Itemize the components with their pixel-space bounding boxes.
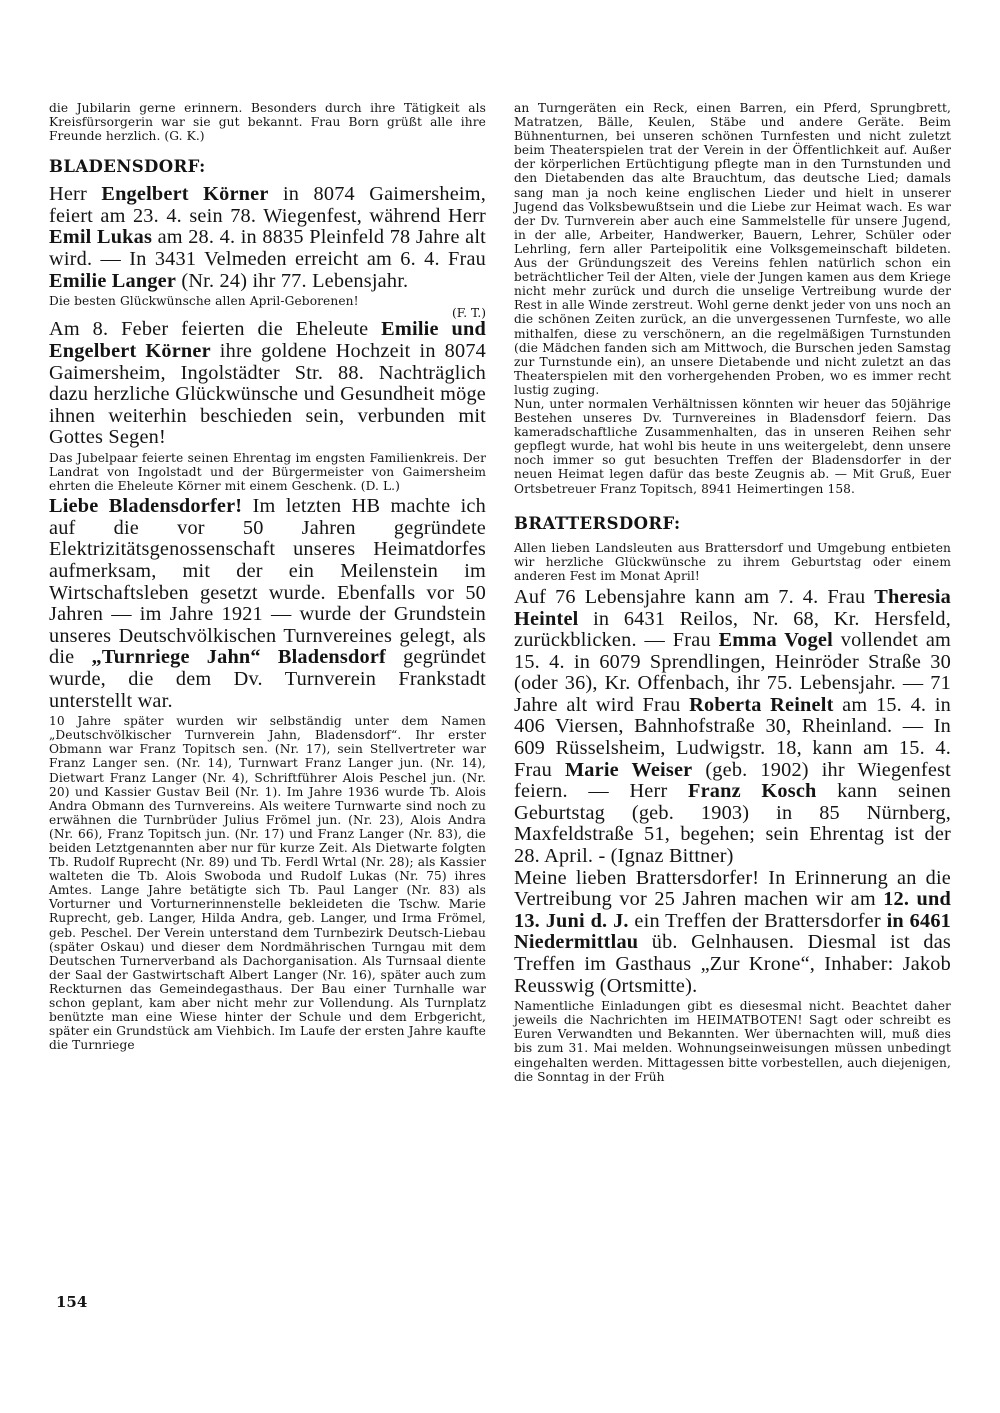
text-run: in 8074 Gaimersheim, feiert am 23. 4. sein 78. Wiegenfest, während Herr	[49, 183, 486, 227]
text-run: Herr	[49, 183, 102, 206]
person-name: Engelbert Körner	[101, 183, 269, 206]
turnverein-history-intro	[49, 496, 486, 712]
salutation: Liebe Bladensdorfer!	[49, 495, 243, 518]
anniversary-paragraph: Nun, unter normalen Verhältnissen könnten wir heuer das 50jährige Bestehen unseres Dv. Turnvereines in Bladensdorf feiern. Das kameradschaftliche Zusammenhalten, das in unseren Reihen sehr gepflegt wurde, hat wohl bis heute in uns weitergelebt, denn unsere noch immer so gut besuchten Treffen der Bladensdorfer in der neuen Heimat legen dafür das beste Zeugnis ab. — Mit Gruß, Euer Ortsbetreuer Franz Topitsch, 8941 Heimertingen 158.	[514, 396, 951, 496]
left-column	[49, 101, 486, 1052]
text-run: ihre goldene Hochzeit in 8074 Gaimersheim, Ingolstädter Str. 88. Nachträglich dazu herzliche Glückwünsche und Gesundheit möge ihnen weiterhin beschieden sein, verbunden mit Gottes Segen!	[49, 339, 487, 449]
text-run: üb. Gelnhausen. Diesmal ist das Treffen im Gasthaus „Zur Krone“, Inhaber: Jakob Reusswig (Ortsmitte).	[514, 931, 951, 997]
golden-wedding-paragraph	[49, 319, 486, 449]
turnverein-history-continued: an Turngeräten ein Reck, einen Barren, ein Pferd, Sprungbrett, Matratzen, Bälle, Keulen, Stäbe und andere Geräte. Beim Bühnenturnen, bei unseren schönen Turnfesten und nicht zuletzt beim Theaterspielen trat der Verein in der Öffentlichkeit auf. Außer der körperlichen Ertüchtigung pflegte man in den Turnstunden und den Dietabenden das alte Brauchtum, das deutsche Lied; damals sang man ja noch keine englischen Lieder und hielt in unserer Jugend das Volksbewußtsein und die Liebe zur Heimat wach. Es war der Dv. Turnverein aber auch eine Sammelstelle für unsere Jugend, in der alle, Arbeiter, Handwerker, Bauern, Lehrer, Schüler oder Lehrling, fern aller Parteipolitik eine Volksgemeinschaft bildeten. Aus der Gründungszeit des Vereins fehlen natürlich schon ein beträchtlicher Teil der Alten, viele der Jungen kamen aus dem Kriege nicht mehr zurück und durch die unselige Vertreibung wurde der Rest in alle Winde zerstreut. Wohl gerne denkt jeder von uns noch an die schönen Zeiten zurück, an die unvergessenen Turnfeste, wo alle mithalfen, diese zu verschönern, an die regelmäßigen Turnstunden (die Mädchen fanden sich am Mittwoch, die Burschen jeden Samstag zur Turnstunde ein), an unsere Dietabende und nicht zuletzt an das Theaterspielen mit den vorhergehenden Proben, wo es immer recht lustig zuging.	[514, 101, 951, 397]
section-heading-brattersdorf: BRATTERSDORF:	[514, 513, 681, 533]
person-name: Marie Weiser	[564, 758, 693, 781]
wishes-signature: (F. T.)	[451, 306, 486, 321]
text-run: am 15. 4. in 406 Viersen, Bahnhofstraße 30, Rheinland. — In 609 Rüsselsheim, Ludwigstr. 18, kann am 15. 4. Frau	[514, 693, 951, 781]
text-run: vollendet am 15. 4. in 6079 Sprendlingen, Heinröder Straße 30 (oder 36), Kr. Offenbach, ihr 75. Lebensjahr. — 71 Jahre alt wird Frau	[514, 629, 951, 716]
text-run: Meine lieben Brattersdorfer! In Erinnerung an die Vertreibung vor 25 Jahren machen wir am	[514, 866, 951, 911]
person-name: Emilie Langer	[49, 269, 177, 292]
text-run: am 28. 4. in 8835 Pleinfeld 78 Jahre alt wird. — In 3431 Velmeden erreicht am 6. 4. Frau	[49, 226, 486, 271]
intro-paragraph: die Jubilarin gerne erinnern. Besonders durch ihre Tätigkeit als Kreisfürsorgerin war sie gut bekannt. Frau Born grüßt alle ihre Freunde herzlich. (G. K.)	[49, 101, 486, 144]
person-name: Franz Kosch	[688, 780, 817, 803]
text-run: gegründet wurde, die dem Dv. Turnverein Frankstadt unterstellt war.	[49, 646, 486, 712]
person-name: Theresia Heintel	[514, 585, 951, 630]
birthday-paragraph-bladensdorf	[49, 184, 486, 292]
text-run: Am 8. Feber feierten die Eheleute	[49, 318, 382, 341]
text-run: (geb. 1902) ihr Wiegenfest feiern. — Herr	[514, 758, 951, 803]
text-run: Im letzten HB machte ich auf die vor 50 Jahren gegründete Elektrizitätsgenossenschaft unseres Heimatdorfes aufmerksam, mit der ein Meilenstein im Wirtschaftsleben gesetzt wurde. Ebenfalls vor 50 Jahren — im Jahre 1921 — wurde der Grundstein unseres Deutschvölkischen Turnvereines gelegt, als die	[49, 495, 486, 669]
meeting-place: in 6461 Niedermittlau	[514, 909, 951, 954]
text-run: Auf 76 Lebensjahre kann am 7. 4. Frau	[514, 585, 875, 608]
golden-wedding-note: Das Jubelpaar feierte seinen Ehrentag im engsten Familienkreis. Der Landrat von Ingolstadt und der Bürgermeister von Gaimersheim ehrten die Eheleute Körner mit einem Geschenk. (D. L.)	[49, 450, 486, 494]
section-heading-bladensdorf: BLADENSDORF:	[49, 157, 206, 177]
greeting-paragraph-brattersdorf: Allen lieben Landsleuten aus Brattersdorf und Umgebung entbieten wir herzliche Glückwünsche zu ihrem Geburtstag oder einem anderen Fest im Monat April!	[514, 540, 951, 583]
meeting-announcement-paragraph	[514, 868, 951, 998]
person-name: Roberta Reinelt	[689, 693, 834, 716]
text-run: (Nr. 24) ihr 77. Lebensjahr.	[176, 269, 409, 292]
wishes-line: Die besten Glückwünsche allen April-Geborenen!	[49, 294, 359, 309]
person-name: Emma Vogel	[718, 629, 833, 652]
turnverein-history-detail: 10 Jahre später wurden wir selbständig unter dem Namen „Deutschvölkischer Turnverein Jahn, Bladensdorf“. Ihr erster Obmann war Franz Topitsch sen. (Nr. 17), sein Stellvertreter war Franz Langer sen. (Nr. 14), Turnwart Franz Langer jun. (Nr. 14), Dietwart Franz Langer (Nr. 4), Schriftführer Alois Peschel jun. (Nr. 20) und Kassier Gustav Beil (Nr. 1). Im Jahre 1936 wurde Tb. Alois Andra Obmann des Turnvereins. Als weitere Turnwarte sind noch zu erwähnen die Turnbrüder Julius Frömel jun. (Nr. 23), Alois Andra (Nr. 66), Franz Topitsch jun. (Nr. 17) und Franz Langer (Nr. 83), die beiden Letztgenannten aber nur für kurze Zeit. Als Dietwarte folgten Tb. Rudolf Ruprecht (Nr. 89) und Tb. Ferdl Wrtal (Nr. 28); als Kassier walteten die Tb. Alois Swoboda und Rudolf Lukas (Nr. 75) ihres Amtes. Lange Jahre betätigte sich Tb. Paul Langer (Nr. 83) als Vorturner und Vorturnerinnenstelle bekleideten die Tschw. Marie Ruprecht, geb. Langer, Hilda Andra, geb. Langer, und Irma Frömel, geb. Peschel. Der Verein unterstand dem Turnbezirk Deutsch-Liebau (später Oskau) und dieser dem Nordmährischen Turngau mit dem Deutschen Turnerverband als Dachorganisation. Als Turnsaal diente der Saal der Gastwirtschaft Albert Langer (Nr. 16), später auch zum Reckturnen das Gemeindegasthaus. Der Bau einer Turnhalle war schon geplant, kam aber nicht mehr zur Vollendung. Als Turnplatz benützte man eine Wiese hinter der Schule und dem Erbgericht, später ein Grundstück am Viehbich. Im Laufe der ersten Jahre kaufte die Turnriege	[49, 714, 486, 1053]
text-run: ein Treffen der Brattersdorfer	[628, 909, 887, 932]
meeting-date: 12. und 13. Juni d. J.	[514, 888, 951, 932]
club-name: „Turnriege Jahn“ Bladensdorf	[91, 646, 386, 669]
meeting-details-paragraph: Namentliche Einladungen gibt es diesesmal nicht. Beachtet daher jeweils die Nachrichten im HEIMATBOTEN! Sagt oder schreibt es Euren Verwandten und Bekannten. Wer übernachten will, muß dies bis zum 31. Mai melden. Wohnungseinweisungen müssen unbedingt eingehalten werden. Mittagessen bitte vorbestellen, auch diejenigen, die Sonntag in der Früh	[514, 999, 951, 1084]
text-run: kann seinen Geburtstag (geb. 1903) in 85 Nürnberg, Maxfeldstraße 51, begehen; sein Ehrentag ist der 28. April. - (Ignaz Bittner)	[514, 780, 951, 868]
person-name: Emilie und Engelbert Körner	[49, 318, 486, 362]
text-run: in 6431 Reilos, Nr. 68, Kr. Hersfeld, zurückblicken. — Frau	[514, 607, 951, 652]
birthday-paragraph-brattersdorf	[514, 587, 951, 868]
right-column	[514, 101, 951, 1084]
page-number: 154	[56, 1293, 88, 1311]
person-name: Emil Lukas	[49, 226, 153, 249]
